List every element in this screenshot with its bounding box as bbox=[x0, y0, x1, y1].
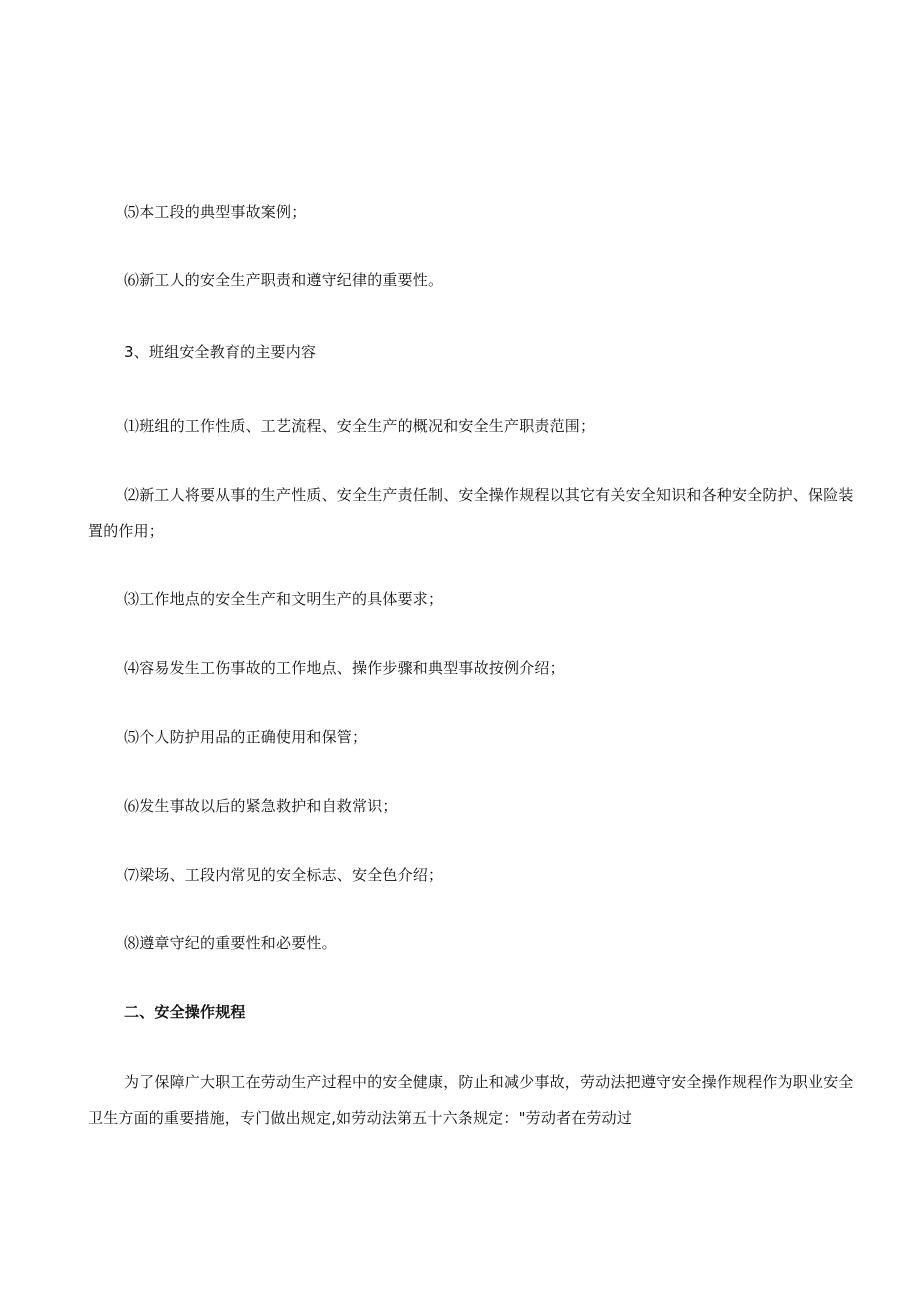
section-heading-safety-operating-rules: 二、安全操作规程 bbox=[124, 1003, 246, 1021]
list-item-6-new-worker-duties: ⑹新工人的安全生产职责和遵守纪律的重要性。 bbox=[124, 271, 444, 289]
list-item-2-production-nature: ⑵新工人将要从事的生产性质、安全生产责任制、安全操作规程以其它有关安全知识和各种安全防护、保险装置的作用； bbox=[88, 486, 854, 540]
list-item-7-safety-signs: ⑺梁场、工段内常见的安全标志、安全色介绍； bbox=[124, 866, 444, 884]
list-item-3-workplace-requirements: ⑶工作地点的安全生产和文明生产的具体要求； bbox=[124, 590, 444, 608]
list-item-1-team-work-nature: ⑴班组的工作性质、工艺流程、安全生产的概况和安全生产职责范围； bbox=[124, 417, 596, 435]
list-item-8-discipline: ⑻遵章守纪的重要性和必要性。 bbox=[124, 934, 337, 952]
list-item-5-protective-equipment: ⑸个人防护用品的正确使用和保管； bbox=[124, 728, 368, 746]
list-item-5-typical-accidents: ⑸本工段的典型事故案例； bbox=[124, 203, 307, 221]
section-heading-team-safety-education: 3、班组安全教育的主要内容 bbox=[124, 343, 317, 361]
body-paragraph-labor-law: 为了保障广大职工在劳动生产过程中的安全健康，防止和减少事故，劳动法把遵守安全操作规程作为职业安全卫生方面的重要措施，专门做出规定,如劳动法第五十六条规定："劳动者在劳动过 bbox=[88, 1073, 854, 1127]
list-item-4-accident-prone-locations: ⑷容易发生工伤事故的工作地点、操作步骤和典型事故按例介绍； bbox=[124, 659, 565, 677]
list-item-6-first-aid: ⑹发生事故以后的紧急救护和自救常识； bbox=[124, 797, 398, 815]
